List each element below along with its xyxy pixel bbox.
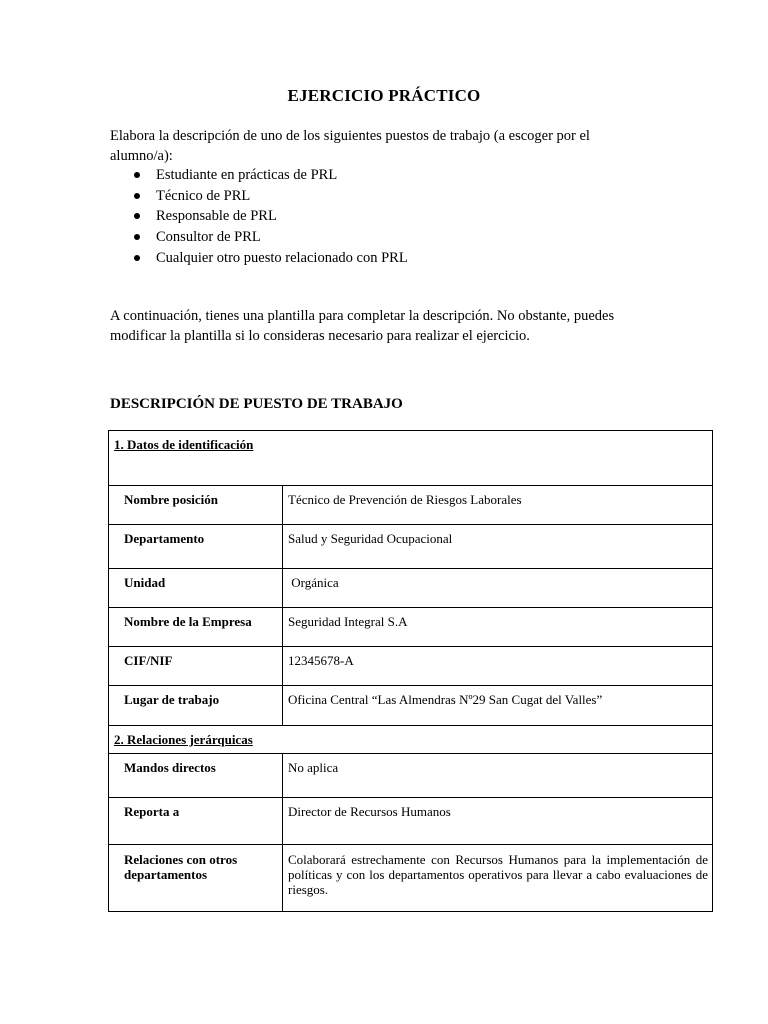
job-description-table [108, 430, 713, 912]
job-options-list [110, 165, 650, 268]
row-label: Mandos directos [109, 754, 283, 798]
table-row [109, 569, 713, 608]
bullet-icon [134, 172, 140, 178]
row-label: Reporta a [109, 798, 283, 845]
section-header-identification [109, 431, 713, 486]
table-row [109, 608, 713, 647]
section-heading: DESCRIPCIÓN DE PUESTO DE TRABAJO [110, 396, 403, 412]
row-value: No aplica [283, 754, 713, 798]
row-label: Relaciones con otros departamentos [109, 845, 283, 912]
row-label: Departamento [109, 525, 283, 569]
table-row [109, 647, 713, 686]
list-item [110, 186, 650, 207]
row-label: Nombre de la Empresa [109, 608, 283, 647]
table-row [109, 754, 713, 798]
table-row [109, 525, 713, 569]
list-item-text: Consultor de PRL [156, 229, 261, 246]
section-header-label: 2. Relaciones jerárquicas [114, 732, 253, 747]
table-section-row [109, 726, 713, 754]
table-row [109, 486, 713, 525]
table-row [109, 686, 713, 726]
row-value: 12345678-A [283, 647, 713, 686]
table-row [109, 798, 713, 845]
page-title: EJERCICIO PRÁCTICO [287, 86, 481, 105]
row-label: Unidad [109, 569, 283, 608]
bullet-icon [134, 193, 140, 199]
list-item [110, 227, 650, 248]
bullet-icon [134, 234, 140, 240]
section-header-label: 1. Datos de identificación [114, 437, 254, 452]
row-value: Director de Recursos Humanos [283, 798, 713, 845]
list-item-text: Técnico de PRL [156, 187, 251, 204]
row-label: Nombre posición [109, 486, 283, 525]
list-item [110, 206, 650, 227]
template-paragraph: A continuación, tienes una plantilla para completar la descripción. No obstante, puedes modificar la plantilla si lo consideras necesario para realizar el ejercicio. [110, 308, 615, 344]
row-value: Técnico de Prevención de Riesgos Laborales [283, 486, 713, 525]
row-value: Oficina Central “Las Almendras Nº29 San Cugat del Valles” [283, 686, 713, 726]
row-value: Seguridad Integral S.A [283, 608, 713, 647]
row-value: Salud y Seguridad Ocupacional [283, 525, 713, 569]
list-item-text: Responsable de PRL [156, 208, 277, 225]
list-item [110, 248, 650, 269]
row-label: Lugar de trabajo [109, 686, 283, 726]
list-item [110, 165, 650, 186]
table-row [109, 845, 713, 912]
row-value: Orgánica [283, 569, 713, 608]
list-item-text: Cualquier otro puesto relacionado con PRL [156, 249, 408, 266]
intro-text: Elabora la descripción de uno de los siguientes puestos de trabajo (a escoger por el alumno/a): [110, 128, 590, 164]
row-label: CIF/NIF [109, 647, 283, 686]
row-value: Colaborará estrechamente con Recursos Humanos para la implementación de políticas y con los departamentos operativos para llevar a cabo evaluaciones de riesgos. [283, 845, 713, 912]
section-header-hierarchy [109, 726, 713, 754]
bullet-icon [134, 213, 140, 219]
table-section-row [109, 431, 713, 486]
bullet-icon [134, 255, 140, 261]
list-item-text: Estudiante en prácticas de PRL [156, 167, 338, 183]
